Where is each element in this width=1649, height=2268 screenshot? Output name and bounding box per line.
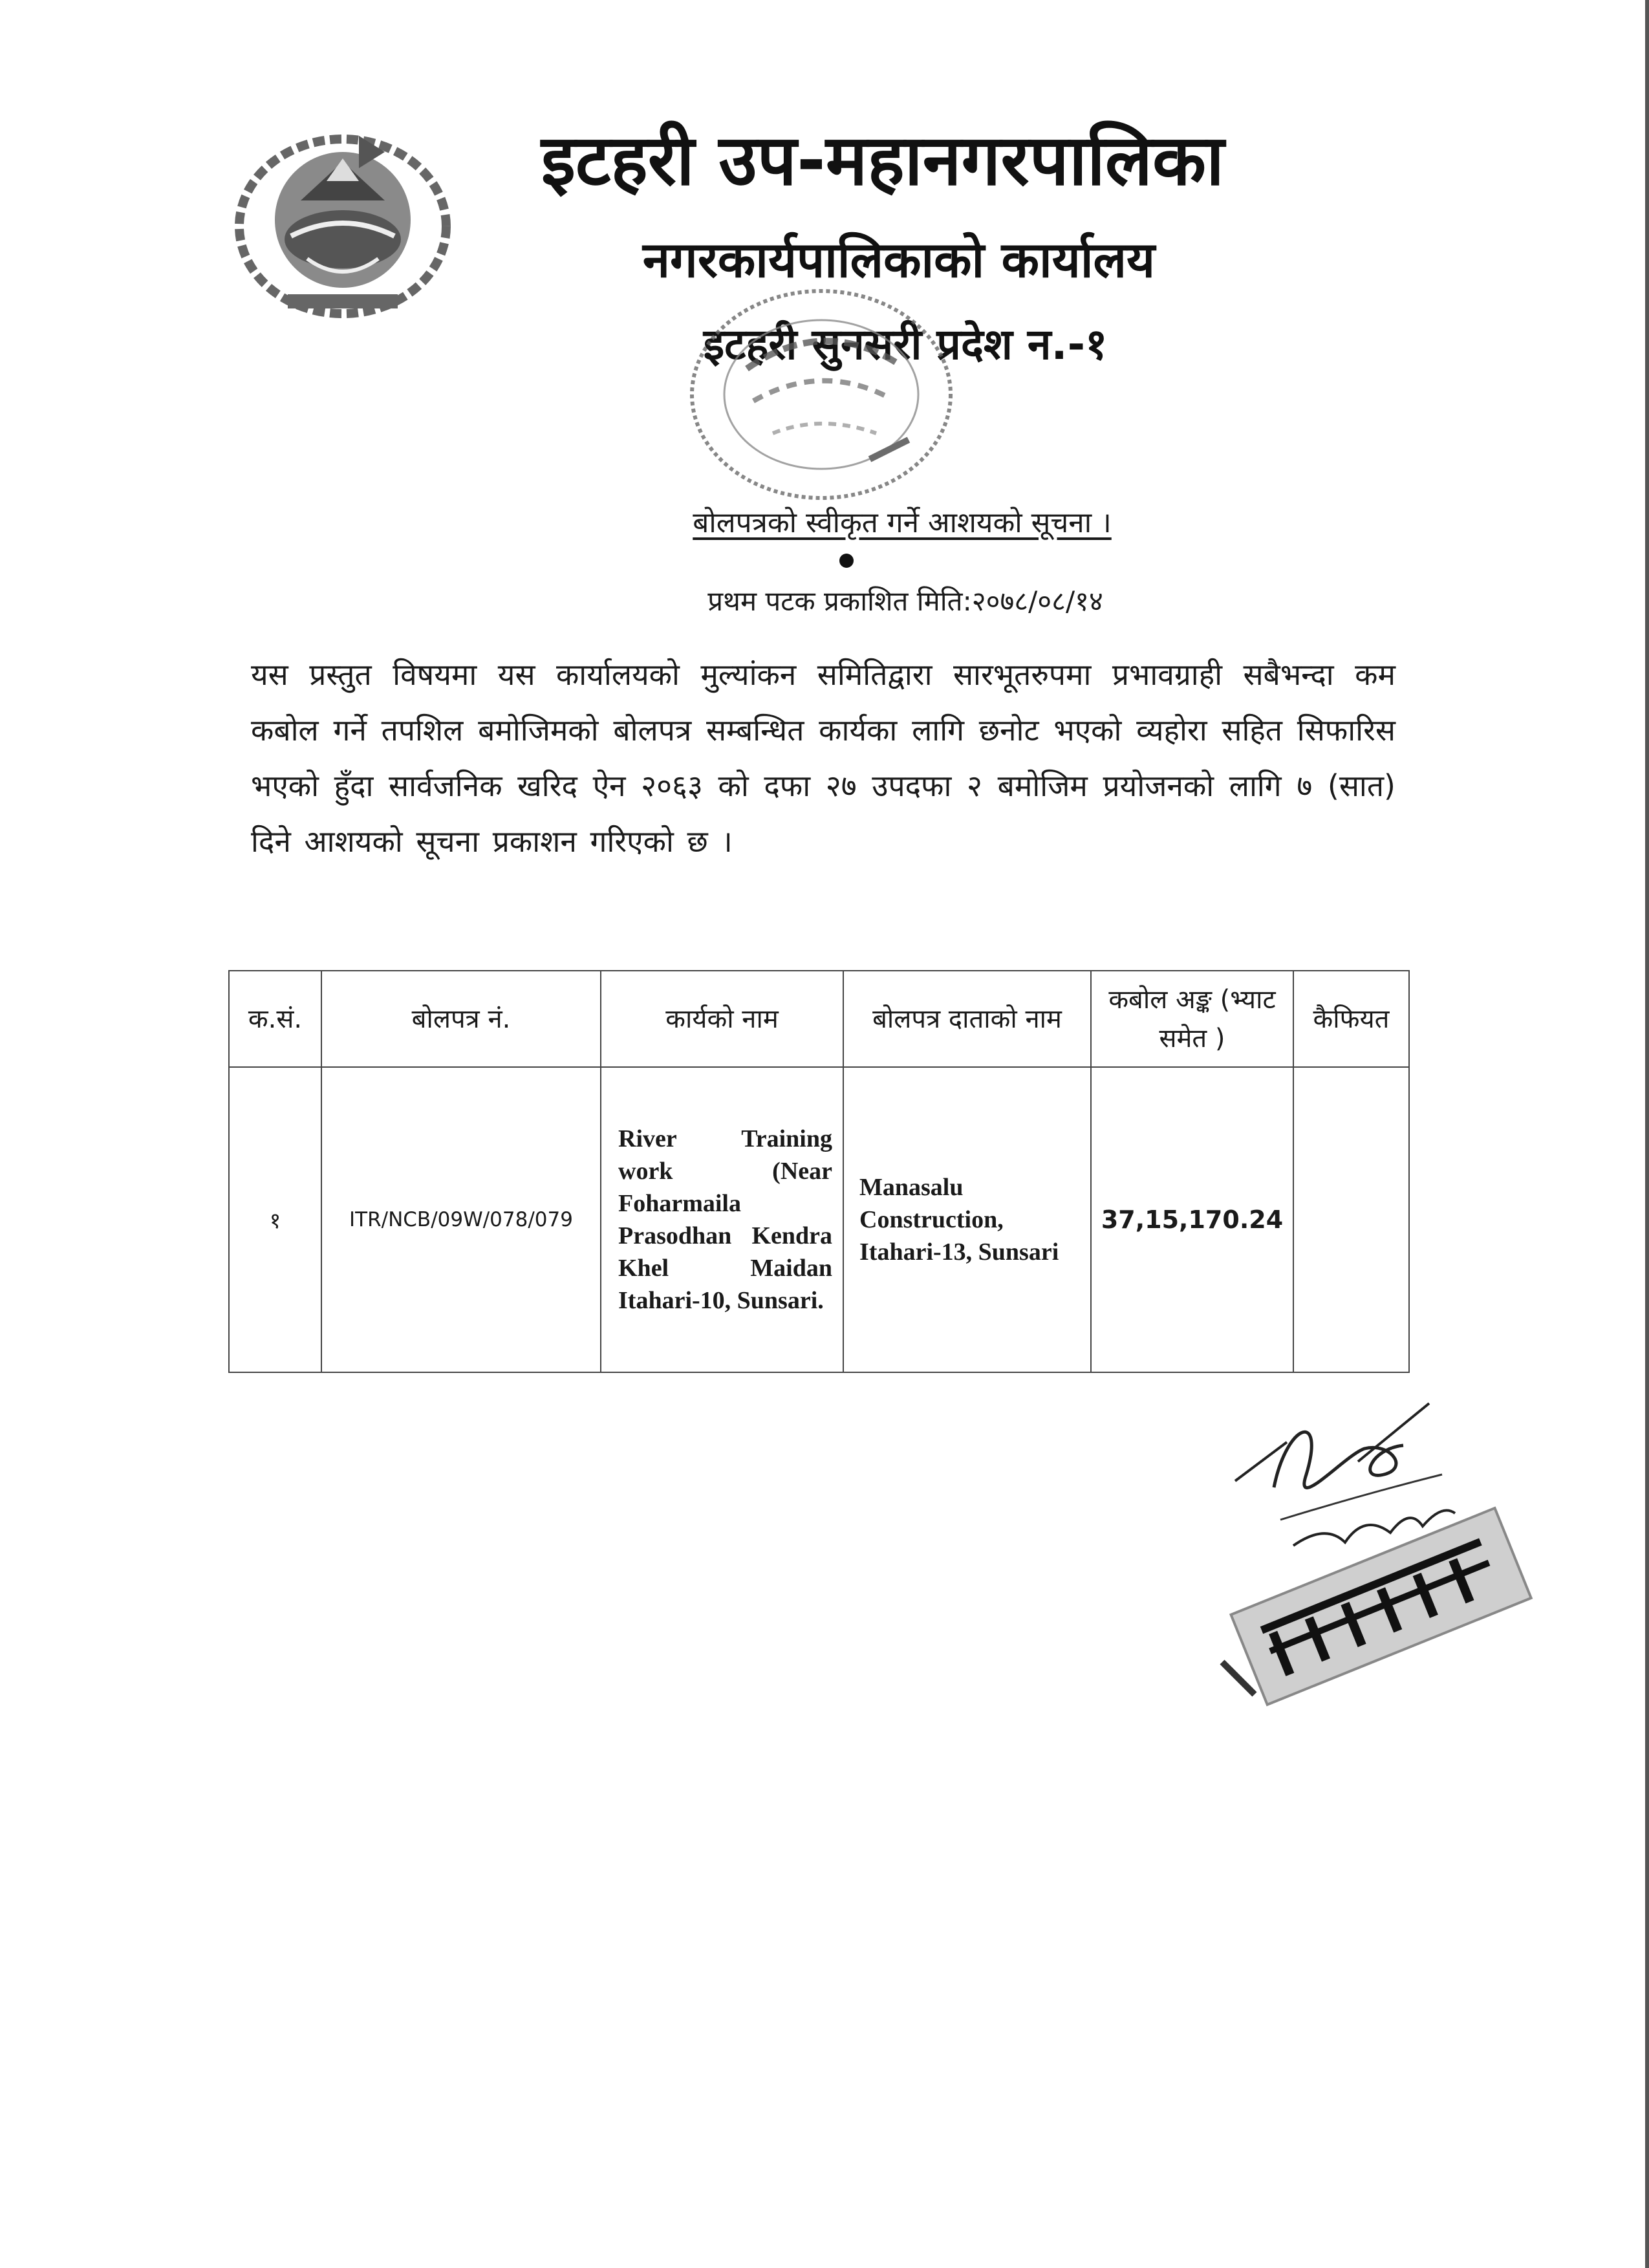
col-header-sn: क.सं. bbox=[229, 971, 321, 1067]
office-address: इटहरी सुनसरी प्रदेश न.-१ bbox=[703, 319, 1108, 369]
office-seal-stamp bbox=[676, 278, 967, 511]
cell-remarks bbox=[1293, 1067, 1409, 1372]
publication-date: प्रथम पटक प्रकाशित मिति:२०७८/०८/१४ bbox=[707, 585, 1103, 617]
bid-table bbox=[228, 970, 1410, 1373]
col-header-bidder: बोलपत्र दाताको नाम bbox=[843, 971, 1091, 1067]
cell-amount: 37,15,170.24 bbox=[1091, 1067, 1293, 1372]
engineer-signature-stamp bbox=[1196, 1384, 1546, 1707]
table-row bbox=[229, 1067, 1409, 1372]
cell-work: River Training work (Near Foharmaila Prasodhan Kendra Khel Maidan Itahari-10, Sunsari. bbox=[601, 1067, 843, 1372]
col-header-remarks: कैफियत bbox=[1293, 971, 1409, 1067]
cell-sn: १ bbox=[229, 1067, 321, 1372]
bullet-dot bbox=[839, 554, 854, 568]
cell-bidder: Manasalu Construction, Itahari-13, Sunsari bbox=[843, 1067, 1091, 1372]
notice-title: बोलपत्रको स्वीकृत गर्ने आशयको सूचना । bbox=[693, 506, 1112, 539]
col-header-bid-no: बोलपत्र नं. bbox=[321, 971, 601, 1067]
cell-bid-no: ITR/NCB/09W/078/079 bbox=[321, 1067, 601, 1372]
col-header-amount: कबोल अङ्क (भ्याट समेत ) bbox=[1091, 971, 1293, 1067]
municipality-title: इटहरी उप-महानगरपालिका bbox=[541, 120, 1225, 201]
table-header-row bbox=[229, 971, 1409, 1067]
notice-body: यस प्रस्तुत विषयमा यस कार्यालयको मुल्यांकन समितिद्वारा सारभूतरुपमा प्रभावग्राही सबैभन्दा कम कबोल गर्ने तपशिल बमोजिमको बोलपत्र सम्बन्धित कार्यका लागि छनोट भएको व्यहोरा सहित सिफारिस भएको हुँदा सार्वजनिक खरिद ऐन २०६३ को दफा २७ उपदफा २ बमोजिम प्रयोजनको लागि ७ (सात) दिने आशयको सूचना प्रकाशन गरिएको छ । bbox=[251, 657, 1396, 859]
office-title: नगरकार्यपालिकाको कार्यालय bbox=[642, 231, 1156, 288]
col-header-work: कार्यको नाम bbox=[601, 971, 843, 1067]
